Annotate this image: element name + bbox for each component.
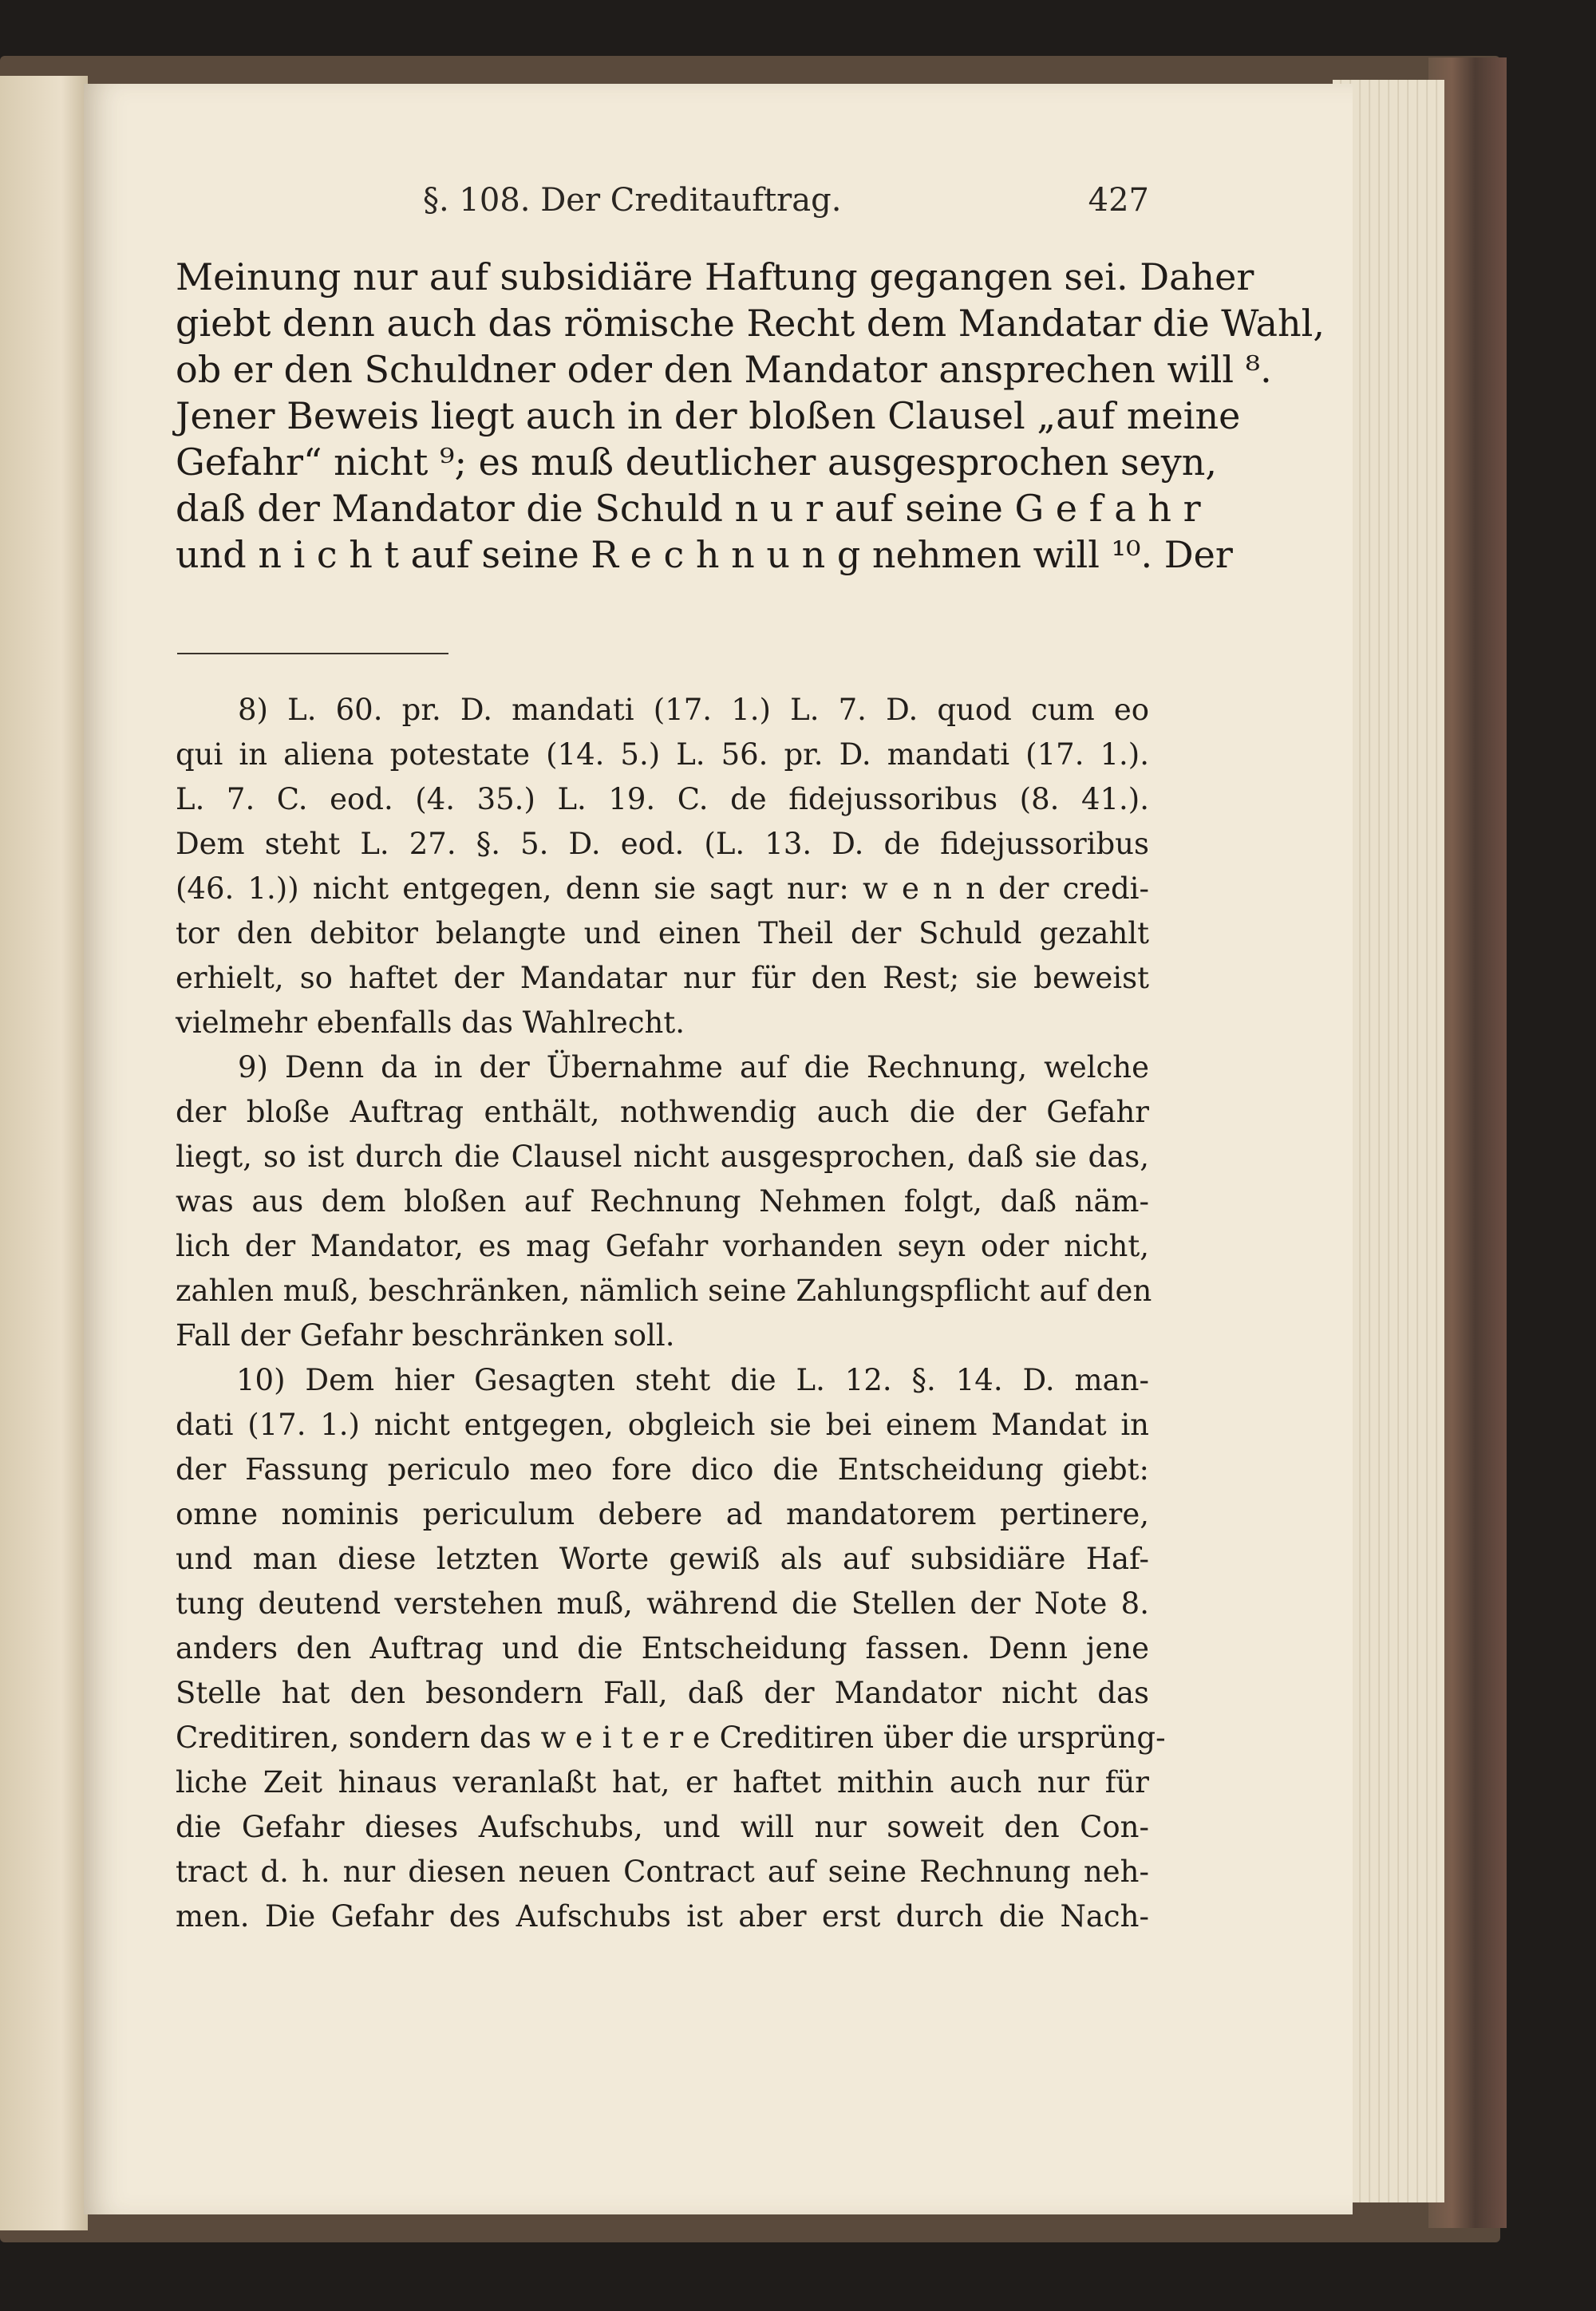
footnote-line: omne nominis periculum debere ad mandatorem pertinere, [176, 1497, 1149, 1531]
footnote-line: Dem steht L. 27. §. 5. D. eod. (L. 13. D. de fidejussoribus [176, 827, 1149, 861]
text-line: Jener Beweis liegt auch in der bloßen Clausel „auf meine [176, 394, 1241, 437]
footnote-line: 10) Dem hier Gesagten steht die L. 12. §. 14. D. man- [236, 1363, 1149, 1397]
footnote-rule [177, 653, 448, 654]
text-line: giebt denn auch das römische Recht dem Mandatar die Wahl, [176, 302, 1325, 345]
running-head-title: §. 108. Der Creditauftrag. [423, 182, 842, 219]
footnote-line: qui in aliena potestate (14. 5.) L. 56. pr. D. mandati (17. 1.). [176, 737, 1149, 772]
footnote-line: Stelle hat den besondern Fall, daß der Mandator nicht das [176, 1676, 1149, 1710]
text-line: Meinung nur auf subsidiäre Haftung gegangen sei. Daher [176, 255, 1254, 298]
text-line: Gefahr“ nicht ⁹; es muß deutlicher ausgesprochen seyn, [176, 440, 1218, 484]
footnote-line: der bloße Auftrag enthält, nothwendig auch die der Gefahr [176, 1095, 1149, 1129]
footnote-line: 9) Denn da in der Übernahme auf die Rechnung, welche [238, 1050, 1149, 1084]
footnote-line: erhielt, so haftet der Mandatar nur für den Rest; sie beweist [176, 961, 1149, 995]
footnote-line: tor den debitor belangte und einen Theil der Schuld gezahlt [176, 916, 1149, 950]
footnote-line: liegt, so ist durch die Clausel nicht ausgesprochen, daß sie das, [176, 1140, 1149, 1174]
footnote-line: tung deutend verstehen muß, während die Stellen der Note 8. [176, 1586, 1149, 1621]
footnote-line: men. Die Gefahr des Aufschubs ist aber erst durch die Nach- [176, 1899, 1149, 1934]
footnote-line: liche Zeit hinaus veranlaßt hat, er haftet mithin auch nur für [176, 1765, 1149, 1799]
footnote-line: Fall der Gefahr beschränken soll. [176, 1318, 675, 1353]
footnote-line: zahlen muß, beschränken, nämlich seine Zahlungspflicht auf den [176, 1274, 1152, 1308]
footnote-line: 8) L. 60. pr. D. mandati (17. 1.) L. 7. D. quod cum eo [238, 693, 1149, 727]
footnote-line: was aus dem bloßen auf Rechnung Nehmen folgt, daß näm- [176, 1184, 1149, 1219]
facing-page-edge [0, 76, 88, 2230]
running-head [168, 182, 1149, 227]
text-line: und n i c h t auf seine R e c h n u n g nehmen will ¹⁰. Der [176, 533, 1233, 576]
footnote-line: tract d. h. nur diesen neuen Contract auf seine Rechnung neh- [176, 1855, 1149, 1889]
main-text [176, 254, 1325, 578]
footnote-line: lich der Mandator, es mag Gefahr vorhanden seyn oder nicht, [176, 1229, 1149, 1263]
footnote-line: anders den Auftrag und die Entscheidung fassen. Denn jene [176, 1631, 1149, 1665]
footnotes [176, 688, 1166, 1939]
text-line: daß der Mandator die Schuld n u r auf seine G e f a h r [176, 487, 1201, 530]
text-line: ob er den Schuldner oder den Mandator ansprechen will ⁸. [176, 348, 1272, 391]
page-number: 427 [1088, 182, 1149, 219]
footnote-line: vielmehr ebenfalls das Wahlrecht. [176, 1005, 685, 1040]
footnote-line: die Gefahr dieses Aufschubs, und will nur soweit den Con- [176, 1810, 1149, 1844]
footnote-line: dati (17. 1.) nicht entgegen, obgleich sie bei einem Mandat in [176, 1408, 1149, 1442]
footnote-line: Creditiren, sondern das w e i t e r e Creditiren über die ursprüng- [176, 1720, 1166, 1755]
footnote-line: L. 7. C. eod. (4. 35.) L. 19. C. de fidejussoribus (8. 41.). [176, 782, 1149, 816]
footnote-line: und man diese letzten Worte gewiß als auf subsidiäre Haf- [176, 1542, 1149, 1576]
footnote-line: der Fassung periculo meo fore dico die Entscheidung giebt: [176, 1452, 1149, 1487]
footnote-line: (46. 1.)) nicht entgegen, denn sie sagt nur: w e n n der credi- [176, 871, 1149, 906]
